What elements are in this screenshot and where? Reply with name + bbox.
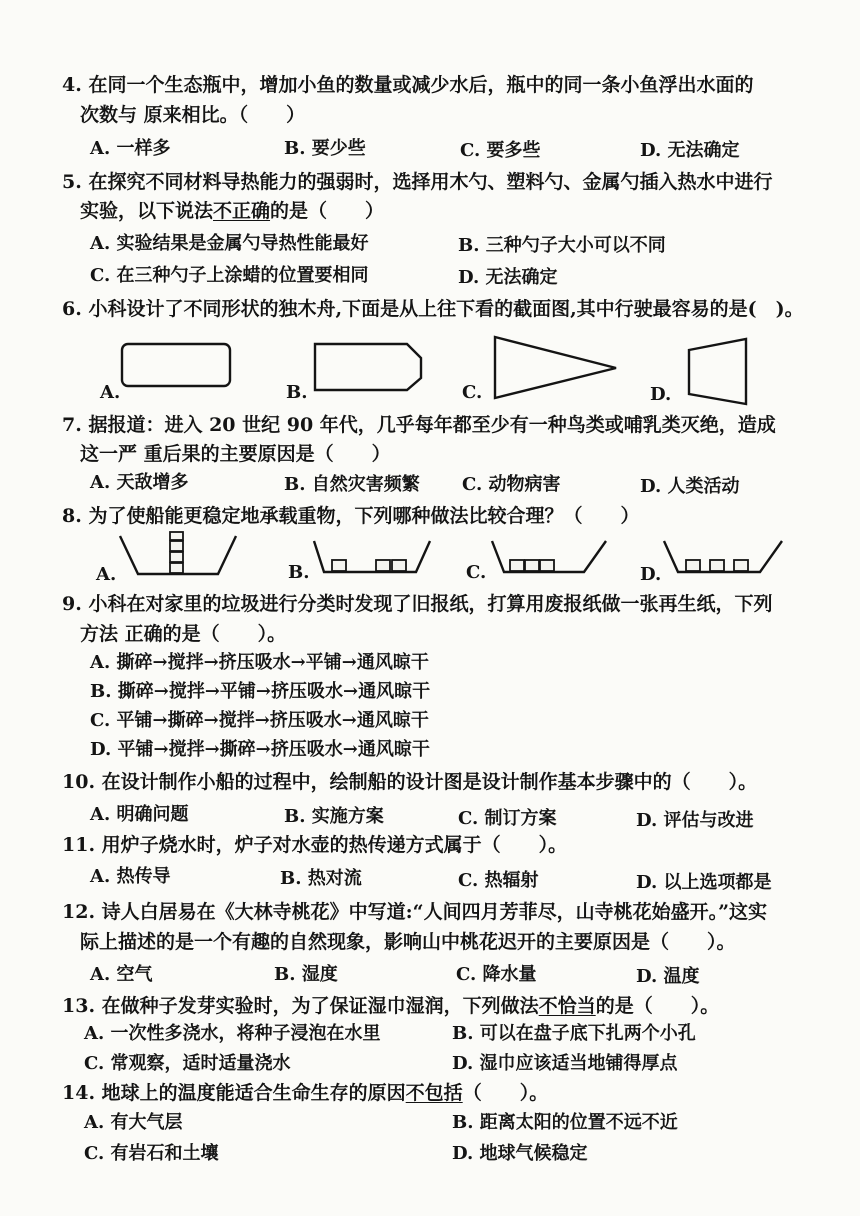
trapezoid-shape	[686, 336, 750, 408]
question-8-option-c: C.	[466, 562, 487, 583]
question-7-stem-line-1: 7. 据报道：进入 20 世纪 90 年代，几乎每年都至少有一种鸟类或哺乳类灭绝，造成	[62, 414, 776, 436]
spread-two-cargo-boat	[310, 538, 434, 578]
rounded-rectangle-shape	[120, 340, 232, 390]
question-6-option-a: A.	[100, 382, 121, 403]
question-12-option-c: C. 降水量	[456, 964, 537, 985]
question-11-option-c: C. 热辐射	[458, 870, 539, 891]
question-9-stem-line-1: 9. 小科在对家里的垃圾进行分类时发现了旧报纸，打算用废报纸做一张再生纸，下列	[62, 593, 773, 615]
question-6-stem: 6. 小科设计了不同形状的独木舟,下面是从上往下看的截面图,其中行驶最容易的是( )。	[62, 298, 804, 320]
question-4-option-c: C. 要多些	[460, 140, 541, 161]
question-11-stem: 11. 用炉子烧水时，炉子对水壶的热传递方式属于（ ）。	[62, 834, 568, 856]
question-11-option-d: D. 以上选项都是	[636, 872, 772, 893]
question-10-option-a: A. 明确问题	[90, 804, 189, 825]
question-14-option-d: D. 地球气候稳定	[452, 1143, 588, 1164]
question-13-stem-end: 的是（ ）。	[595, 995, 720, 1017]
question-5-option-b: B. 三种勺子大小可以不同	[458, 235, 666, 256]
question-5-keyword: 不正确	[213, 200, 271, 222]
question-9-option-b: B. 撕碎→搅拌→平铺→挤压吸水→通风晾干	[90, 681, 431, 702]
question-14-stem	[62, 1080, 548, 1106]
question-8-stem: 8. 为了使船能更稳定地承载重物，下列哪种做法比较合理？（ ）	[62, 505, 640, 527]
question-4-option-b: B. 要少些	[284, 138, 366, 159]
question-9-option-d: D. 平铺→搅拌→撕碎→挤压吸水→通风晾干	[90, 739, 430, 760]
question-8-option-d: D.	[640, 564, 662, 585]
question-8-option-b: B.	[288, 562, 310, 583]
question-6-option-b: B.	[286, 382, 308, 403]
question-13-stem	[62, 993, 719, 1019]
question-7-option-b: B. 自然灾害频繁	[284, 474, 420, 495]
question-14-option-a: A. 有大气层	[84, 1112, 183, 1133]
question-9-option-a: A. 撕碎→搅拌→挤压吸水→平铺→通风晾干	[90, 652, 429, 673]
question-7-option-a: A. 天敌增多	[90, 472, 189, 493]
question-4-stem-line-2: 次数与 原来相比。（ ）	[80, 104, 306, 126]
question-9-option-c: C. 平铺→撕碎→搅拌→挤压吸水→通风晾干	[90, 710, 429, 731]
question-5-option-a: A. 实验结果是金属勺导热性能最好	[90, 233, 369, 254]
question-4-option-d: D. 无法确定	[640, 140, 740, 161]
question-12-option-a: A. 空气	[90, 964, 153, 985]
question-9-stem-line-2: 方法 正确的是（ ）。	[80, 623, 287, 645]
question-12-stem-line-1: 12. 诗人白居易在《大林寺桃花》中写道:“人间四月芳菲尽，山寺桃花始盛开。”这实	[62, 901, 768, 923]
question-5-stem-line-1: 5. 在探究不同材料导热能力的强弱时，选择用木勺、塑料勺、金属勺插入热水中进行	[62, 171, 773, 193]
question-5-option-c: C. 在三种勺子上涂蜡的位置要相同	[90, 265, 369, 286]
question-7-option-c: C. 动物病害	[462, 474, 561, 495]
question-14-keyword: 不包括	[405, 1082, 463, 1104]
question-5-stem-line-2	[80, 198, 384, 224]
question-11-option-a: A. 热传导	[90, 866, 171, 887]
question-10-option-b: B. 实施方案	[284, 806, 384, 827]
question-13-keyword: 不恰当	[538, 995, 596, 1017]
question-10-option-c: C. 制订方案	[458, 808, 557, 829]
question-13-stem-text: 13. 在做种子发芽实验时，为了保证湿巾湿润，下列做法	[62, 995, 539, 1017]
question-8-option-a: A.	[96, 564, 117, 585]
question-13-option-d: D. 湿巾应该适当地铺得厚点	[452, 1053, 678, 1074]
question-12-stem-line-2: 际上描述的是一个有趣的自然现象，影响山中桃花迟开的主要原因是（ ）。	[80, 931, 736, 953]
question-13-option-b: B. 可以在盘子底下扎两个小孔	[452, 1023, 696, 1044]
question-5-stem-end: 的是（ ）	[270, 200, 385, 222]
question-12-option-b: B. 湿度	[274, 964, 338, 985]
pointed-end-rectangle-shape	[312, 340, 424, 394]
question-13-option-c: C. 常观察，适时适量浇水	[84, 1053, 291, 1074]
question-4-stem-line-1: 4. 在同一个生态瓶中，增加小鱼的数量或减少水后，瓶中的同一条小鱼浮出水面的	[62, 74, 754, 96]
grouped-cargo-boat	[488, 538, 612, 578]
triangle-shape	[492, 334, 620, 402]
question-11-option-b: B. 热对流	[280, 868, 362, 889]
question-6-option-d: D.	[650, 384, 672, 405]
question-13-option-a: A. 一次性多浇水，将种子浸泡在水里	[84, 1023, 381, 1044]
question-14-stem-text: 14. 地球上的温度能适合生命生存的原因	[62, 1082, 406, 1104]
question-14-stem-end: （ ）。	[462, 1082, 549, 1104]
question-10-option-d: D. 评估与改进	[636, 810, 754, 831]
question-7-option-d: D. 人类活动	[640, 476, 740, 497]
stacked-cargo-boat	[116, 532, 240, 580]
question-5-stem-text: 实验，以下说法	[80, 200, 214, 222]
question-7-stem-line-2: 这一严 重后果的主要原因是（ ）	[80, 443, 391, 465]
question-10-stem: 10. 在设计制作小船的过程中，绘制船的设计图是设计制作基本步骤中的（ ）。	[62, 771, 758, 793]
evenly-spread-cargo-boat	[660, 538, 786, 578]
question-5-option-d: D. 无法确定	[458, 267, 558, 288]
question-4-option-a: A. 一样多	[90, 138, 171, 159]
question-14-option-b: B. 距离太阳的位置不远不近	[452, 1112, 678, 1133]
question-12-option-d: D. 温度	[636, 966, 700, 987]
question-6-option-c: C.	[462, 382, 483, 403]
question-14-option-c: C. 有岩石和土壤	[84, 1143, 219, 1164]
